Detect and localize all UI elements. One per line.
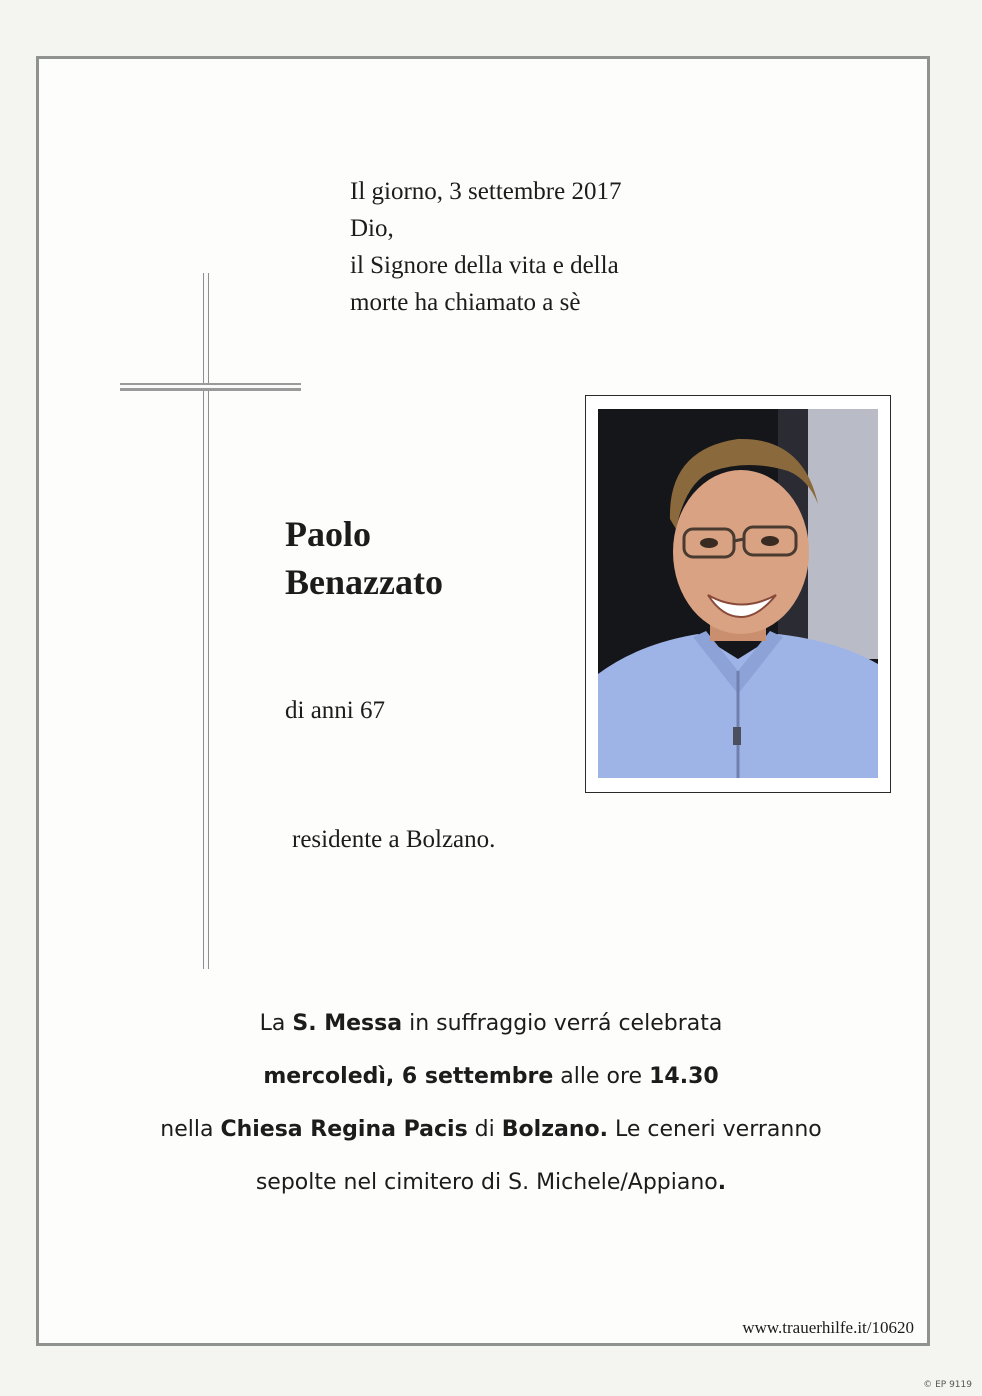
portrait-illustration [598, 409, 878, 778]
intro-line-called: morte ha chiamato a sè [350, 289, 581, 316]
mass-line-2 [60, 1055, 922, 1108]
city-name: Bolzano. [501, 1117, 608, 1142]
mass-text: in suffraggio verrá celebrata [402, 1011, 723, 1036]
mass-text: La [259, 1011, 293, 1036]
mass-line-4 [60, 1161, 922, 1214]
mass-line-3 [60, 1108, 922, 1161]
church-name: Chiesa Regina Pacis [220, 1117, 468, 1142]
mass-text: di [467, 1117, 502, 1142]
mass-text: . [717, 1170, 727, 1195]
cross-vertical-bar [203, 273, 209, 969]
portrait-frame [585, 395, 891, 793]
age-text: di anni 67 [285, 697, 385, 724]
last-name: Benazzato [285, 562, 443, 602]
mass-title: S. Messa [292, 1011, 403, 1036]
mass-text: nella [160, 1117, 221, 1142]
residence-text: residente a Bolzano. [292, 826, 496, 853]
mass-time: 14.30 [649, 1064, 719, 1089]
portrait-photo [598, 409, 878, 778]
mass-date: mercoledì, 6 settembre [263, 1064, 554, 1089]
cross-horizontal-bar [120, 383, 301, 391]
first-name: Paolo [285, 514, 371, 554]
footer-url: www.trauerhilfe.it/10620 [742, 1318, 914, 1337]
intro-line-date: Il giorno, 3 settembre 2017 [350, 178, 622, 205]
mass-text: sepolte nel cimitero di S. Michele/Appiano [255, 1170, 718, 1195]
intro-text [350, 173, 621, 321]
intro-line-lord: il Signore della vita e della [350, 252, 619, 279]
mass-announcement [60, 1002, 922, 1214]
mass-text: Le ceneri verranno [607, 1117, 822, 1142]
mass-text: alle ore [553, 1064, 650, 1089]
deceased-name [285, 510, 443, 606]
intro-line-god: Dio, [350, 215, 394, 242]
mass-line-1 [60, 1002, 922, 1055]
print-code: © EP 9119 [923, 1380, 972, 1390]
